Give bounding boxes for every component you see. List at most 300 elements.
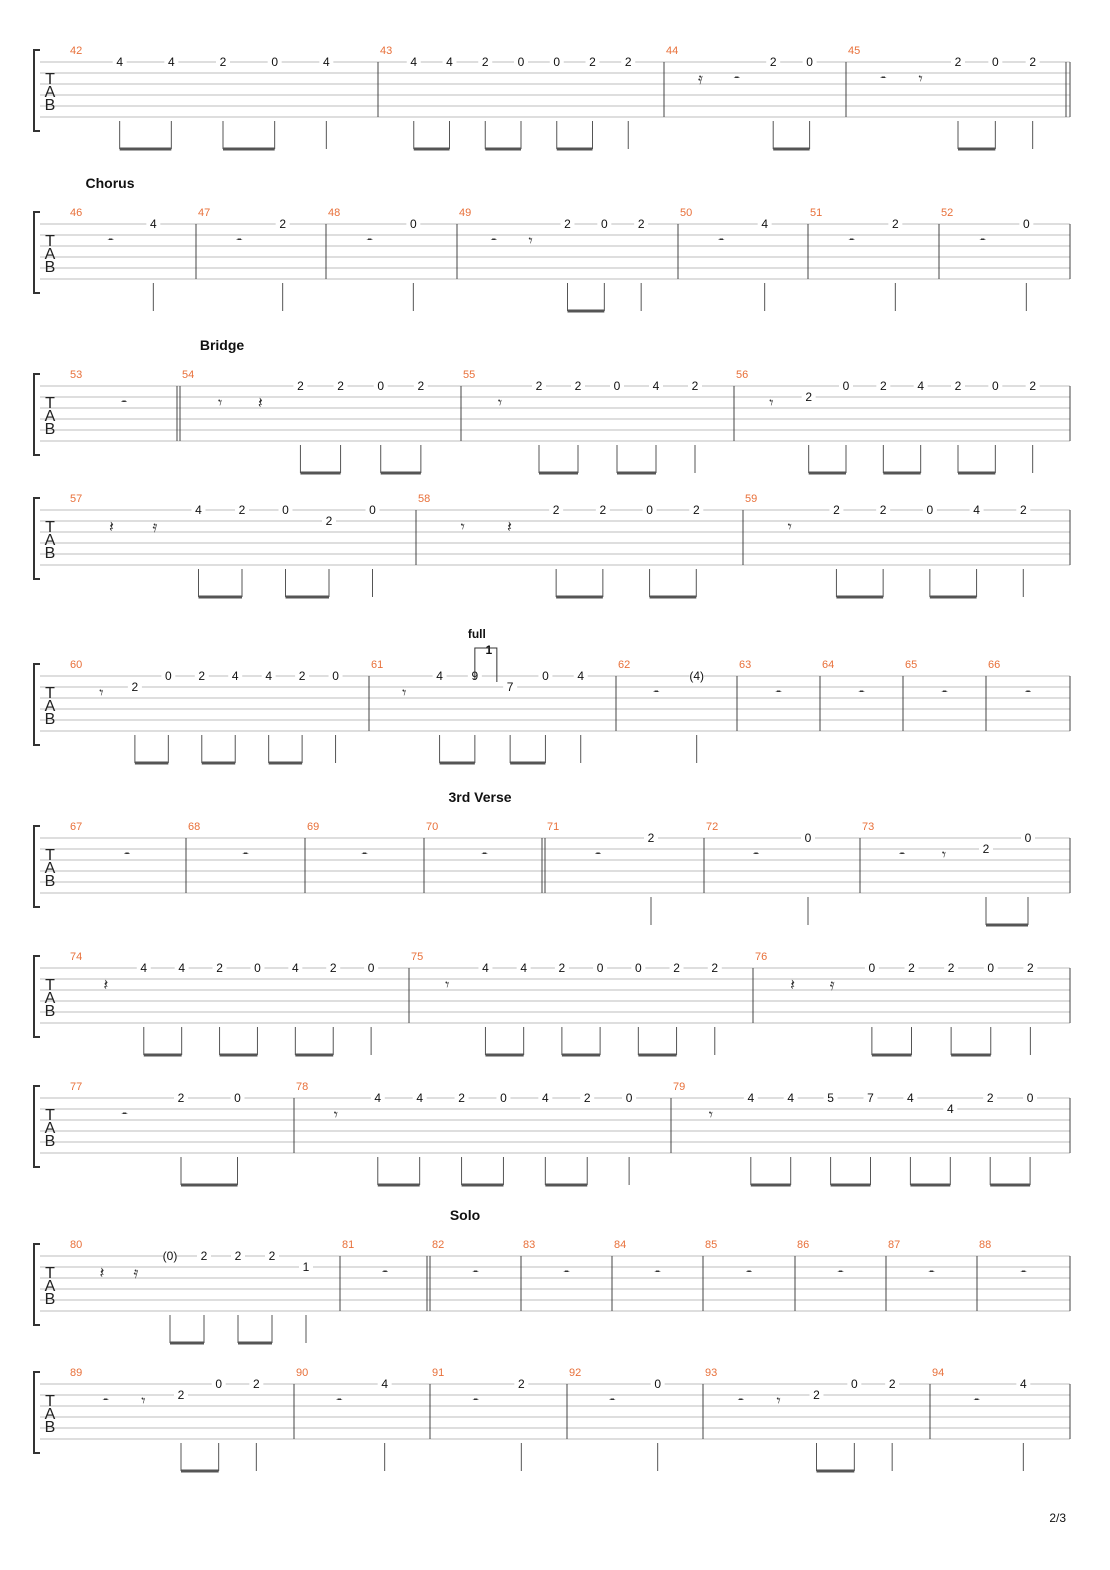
fret-number: 2 (769, 55, 777, 69)
measure (70, 951, 378, 1055)
measure-number: 71 (547, 821, 560, 833)
fret-number: 2 (589, 55, 596, 69)
tab-clef-letter: B (44, 873, 56, 890)
measure-number: 80 (70, 1239, 83, 1251)
rest: 𝄽 (257, 393, 263, 412)
measure (797, 1239, 844, 1282)
measure-number: 82 (432, 1239, 445, 1251)
fret-number: 0 (842, 379, 850, 393)
fret-number: 2 (813, 1388, 820, 1402)
rest: 𝄼 (366, 231, 373, 250)
tab-clef-letter: T (45, 685, 55, 702)
fret-number: 2 (298, 669, 306, 683)
rest: 𝄼 (120, 393, 128, 412)
rest: 𝄾 (708, 1105, 714, 1124)
rest: 𝄼 (752, 845, 760, 864)
fret-number: 0 (1022, 217, 1030, 231)
tab-clef-letter: B (44, 1003, 56, 1020)
fret-number: 2 (947, 961, 955, 975)
rest: 𝄾 (333, 1105, 339, 1124)
rest: 𝄿 (697, 69, 703, 88)
measure (328, 207, 420, 311)
fret-number: 0 (1024, 831, 1032, 845)
fret-number: 0 (409, 217, 417, 231)
bend-label: full (467, 627, 486, 641)
measure (706, 821, 815, 925)
measure-number: 53 (70, 369, 83, 381)
rest: 𝄼 (775, 683, 782, 702)
fret-number: 2 (1029, 379, 1037, 393)
rest: 𝄾 (218, 393, 223, 412)
staff-bracket (34, 1244, 40, 1325)
fret-number: 0 (332, 669, 339, 683)
fret-number: 2 (908, 961, 915, 975)
measure (547, 821, 658, 925)
fret-number: 2 (297, 379, 304, 393)
measure-number: 58 (418, 493, 431, 505)
tab-clef-letter: T (45, 395, 55, 412)
tab-clef-letter: T (45, 71, 55, 88)
tab-clef-letter: A (44, 1406, 56, 1423)
fret-number: 4 (149, 217, 157, 231)
fret-number: 0 (926, 503, 934, 517)
measure-number: 79 (673, 1081, 686, 1093)
fret-number: 0 (850, 1377, 858, 1391)
measure-number: 88 (979, 1239, 992, 1251)
staff-bracket (34, 374, 40, 455)
fret-number: 0 (164, 669, 172, 683)
fret-number: 2 (673, 961, 680, 975)
tab-clef-letter: B (44, 421, 56, 438)
measure-number: 45 (848, 45, 861, 57)
staff-bracket (34, 1372, 40, 1453)
rest: 𝄾 (787, 517, 792, 536)
fret-number: 2 (888, 1377, 896, 1391)
rest: 𝄼 (107, 231, 114, 250)
staff-system (34, 1081, 1070, 1185)
rest: 𝄼 (594, 845, 602, 864)
bend-amount: 1 (485, 643, 493, 657)
measure (70, 659, 343, 763)
rest: 𝄼 (858, 683, 865, 702)
fret-number: 4 (436, 669, 443, 683)
measure-number: 72 (706, 821, 719, 833)
rest: 𝄼 (979, 231, 986, 250)
measure-number: 60 (70, 659, 83, 671)
measure (432, 1239, 479, 1282)
fret-number: 2 (1027, 961, 1034, 975)
page-number: 2/3 (1049, 1511, 1066, 1525)
rest: 𝄼 (472, 1263, 479, 1282)
tab-clef-letter: A (44, 698, 56, 715)
fret-number: 4 (761, 217, 769, 231)
fret-number: 4 (140, 961, 148, 975)
rest: 𝄼 (609, 1391, 616, 1410)
fret-number: 2 (986, 1091, 994, 1105)
rest: 𝄽 (103, 975, 109, 994)
fret-number: 2 (879, 503, 887, 517)
measure (755, 951, 1037, 1055)
rest: 𝄼 (361, 845, 368, 864)
rest: 𝄼 (848, 231, 855, 250)
fret-number: 4 (322, 55, 330, 69)
fret-number: 2 (417, 379, 425, 393)
fret-number: 0 (271, 55, 279, 69)
tab-clef-letter: A (44, 990, 56, 1007)
measure (188, 821, 249, 864)
measure-number: 93 (705, 1367, 718, 1379)
fret-number: 2 (198, 669, 206, 683)
tab-clef-letter: T (45, 519, 55, 536)
rest: 𝄽 (506, 517, 512, 536)
measure (380, 45, 635, 149)
tab-clef-letter: T (45, 1107, 55, 1124)
fret-number: 4 (167, 55, 175, 69)
fret-number: 2 (833, 503, 840, 517)
rest: 𝄼 (745, 1263, 753, 1282)
fret-number: 2 (954, 379, 962, 393)
staff-system (34, 337, 1070, 473)
tab-clef-letter: B (44, 1133, 56, 1150)
fret-number: 5 (827, 1091, 834, 1105)
fret-number: 4 (291, 961, 299, 975)
measure-number: 62 (618, 659, 631, 671)
fret-number: 4 (381, 1377, 389, 1391)
staff-bracket (34, 50, 40, 131)
tab-clef-letter: B (44, 1419, 56, 1436)
measure (70, 45, 333, 149)
measure (70, 493, 380, 597)
measure-number: 74 (70, 951, 83, 963)
rest: 𝄾 (99, 683, 104, 702)
staff-system (34, 175, 1070, 311)
rest: 𝄼 (654, 1263, 661, 1282)
fret-number: 2 (268, 1249, 276, 1263)
measure-number: 67 (70, 821, 83, 833)
measure-number: 46 (70, 207, 83, 219)
fret-number: (0) (162, 1249, 178, 1263)
rest: 𝄼 (733, 69, 740, 88)
measure (988, 659, 1031, 702)
rest: 𝄼 (718, 231, 725, 250)
fret-number: 0 (868, 961, 876, 975)
measure (307, 821, 368, 864)
fret-number: 2 (1029, 55, 1037, 69)
rest: 𝄾 (497, 393, 503, 412)
fret-number: 4 (410, 55, 418, 69)
section-label: 3rd Verse (448, 789, 512, 805)
tab-clef-letter: A (44, 532, 56, 549)
rest: 𝄼 (381, 1263, 389, 1282)
fret-number: 1 (302, 1260, 310, 1274)
fret-number: 0 (804, 831, 812, 845)
measure-number: 43 (380, 45, 393, 57)
measure (848, 45, 1040, 149)
rest: 𝄼 (481, 845, 488, 864)
fret-number: 2 (517, 1377, 525, 1391)
fret-number: 2 (583, 1091, 591, 1105)
tab-clef-letter: B (44, 711, 56, 728)
rest: 𝄿 (133, 1263, 139, 1282)
rest: 𝄼 (898, 845, 906, 864)
measure (822, 659, 865, 702)
staff-bracket (34, 956, 40, 1037)
measure-number: 75 (411, 951, 424, 963)
measure (70, 1239, 313, 1343)
fret-number: 2 (624, 55, 632, 69)
rest: 𝄼 (737, 1391, 744, 1410)
fret-number: 4 (265, 669, 273, 683)
measure-number: 77 (70, 1081, 83, 1093)
measure (941, 207, 1033, 311)
fret-number: 2 (891, 217, 899, 231)
tab-clef-letter: T (45, 847, 55, 864)
tab-clef-letter: A (44, 84, 56, 101)
fret-number: 0 (806, 55, 813, 69)
rest: 𝄼 (242, 845, 249, 864)
tab-clef-letter: A (44, 408, 56, 425)
fret-number: 2 (219, 55, 227, 69)
measure (182, 369, 428, 473)
measure-number: 56 (736, 369, 749, 381)
rest: 𝄿 (152, 517, 158, 536)
fret-number: 4 (520, 961, 528, 975)
fret-number: 4 (973, 503, 980, 517)
staff-system (34, 1207, 1070, 1343)
measure-number: 94 (932, 1367, 945, 1379)
section-label: Chorus (85, 175, 135, 191)
measure (418, 493, 703, 597)
measure-number: 86 (797, 1239, 810, 1251)
measure-number: 87 (888, 1239, 901, 1251)
measure (905, 659, 948, 702)
fret-number: 0 (234, 1091, 241, 1105)
measure (523, 1239, 570, 1282)
measure (70, 207, 160, 311)
fret-number: 7 (867, 1091, 874, 1105)
fret-number: 2 (234, 1249, 242, 1263)
measure-number: 54 (182, 369, 195, 381)
fret-number: 4 (116, 55, 124, 69)
fret-number: 4 (917, 379, 925, 393)
measure-number: 57 (70, 493, 83, 505)
measure (70, 1081, 245, 1185)
measure (673, 1081, 1037, 1185)
fret-number: 2 (337, 379, 344, 393)
measure-number: 89 (70, 1367, 83, 1379)
measure-number: 63 (739, 659, 752, 671)
fret-number: 4 (577, 669, 585, 683)
measure (705, 1367, 899, 1471)
rest: 𝄼 (121, 1105, 128, 1124)
measure (459, 207, 648, 311)
tab-clef-letter: T (45, 1393, 55, 1410)
measure (888, 1239, 935, 1282)
section-label: Solo (449, 1207, 481, 1223)
measure-number: 65 (905, 659, 918, 671)
measure (371, 627, 588, 763)
staff-system (34, 1367, 1070, 1471)
fret-number: 0 (1026, 1091, 1034, 1105)
measure (70, 1367, 263, 1471)
fret-number: 2 (805, 390, 813, 404)
fret-number: 4 (231, 669, 239, 683)
measure (411, 951, 722, 1055)
rest: 𝄾 (776, 1391, 781, 1410)
rest: 𝄼 (973, 1391, 980, 1410)
fret-number: 0 (369, 503, 376, 517)
rest: 𝄼 (653, 683, 660, 702)
fret-number: 2 (216, 961, 223, 975)
rest: 𝄾 (941, 845, 947, 864)
staff-systems (34, 45, 1070, 1471)
staff-bracket (34, 826, 40, 907)
rest: 𝄾 (445, 975, 450, 994)
fret-number: 0 (634, 961, 642, 975)
fret-number: 0 (600, 217, 608, 231)
fret-number: 0 (254, 961, 261, 975)
measure (70, 369, 127, 412)
fret-number: 2 (458, 1091, 465, 1105)
staff-system (34, 951, 1070, 1055)
fret-number: 2 (558, 961, 566, 975)
fret-number: 0 (542, 669, 549, 683)
rest: 𝄼 (1024, 683, 1032, 702)
rest: 𝄾 (141, 1391, 146, 1410)
measure (432, 1367, 528, 1471)
measure (736, 369, 1040, 473)
measure-number: 61 (371, 659, 384, 671)
measure-number: 76 (755, 951, 768, 963)
fret-number: 2 (1019, 503, 1027, 517)
section-label: Bridge (199, 337, 245, 353)
fret-number: 0 (596, 961, 604, 975)
fret-number: 2 (552, 503, 560, 517)
staff-system (34, 45, 1070, 149)
fret-number: 2 (177, 1091, 185, 1105)
fret-number: 2 (564, 217, 571, 231)
measure-number: 90 (296, 1367, 309, 1379)
fret-number: 4 (787, 1091, 795, 1105)
fret-number: 0 (367, 961, 375, 975)
measure (463, 369, 702, 473)
measure (979, 1239, 1027, 1282)
measure (932, 1367, 1030, 1471)
tab-clef-letter: A (44, 860, 56, 877)
fret-number: 4 (652, 379, 660, 393)
measure-number: 48 (328, 207, 341, 219)
rest: 𝄼 (472, 1391, 479, 1410)
measure-number: 64 (822, 659, 835, 671)
measure-number: 92 (569, 1367, 582, 1379)
measure-number: 55 (463, 369, 476, 381)
tab-clef-letter: B (44, 259, 56, 276)
measure (70, 821, 130, 864)
tab-clef-letter: A (44, 246, 56, 263)
measure (296, 1367, 392, 1471)
fret-number: 4 (1019, 1377, 1027, 1391)
measure (198, 207, 290, 311)
measure-number: 73 (862, 821, 875, 833)
rest: 𝄼 (490, 231, 497, 250)
measure (810, 207, 902, 311)
staff-bracket (34, 1086, 40, 1167)
fret-number: 2 (279, 217, 287, 231)
staff-bracket (34, 498, 40, 579)
measure (569, 1367, 665, 1471)
measure-number: 59 (745, 493, 758, 505)
fret-number: 2 (879, 379, 887, 393)
fret-number: 4 (747, 1091, 755, 1105)
staff-system (34, 493, 1070, 597)
fret-number: 0 (282, 503, 289, 517)
rest: 𝄾 (769, 393, 774, 412)
rest: 𝄾 (918, 69, 923, 88)
fret-number: 2 (599, 503, 607, 517)
fret-number: 2 (711, 961, 719, 975)
tab-clef-letter: T (45, 977, 55, 994)
staff-bracket (34, 664, 40, 745)
fret-number: 4 (907, 1091, 914, 1105)
fret-number: 2 (481, 55, 489, 69)
fret-number: 0 (654, 1377, 662, 1391)
rest: 𝄿 (829, 975, 835, 994)
fret-number: (4) (689, 669, 705, 683)
rest: 𝄼 (928, 1263, 935, 1282)
staff-system (34, 627, 1070, 763)
measure (739, 659, 782, 702)
fret-number: 2 (252, 1377, 260, 1391)
rest: 𝄼 (1020, 1263, 1027, 1282)
rest: 𝄼 (123, 845, 131, 864)
fret-number: 4 (374, 1091, 382, 1105)
fret-number: 2 (647, 831, 655, 845)
measure (296, 1081, 636, 1185)
fret-number: 2 (954, 55, 962, 69)
fret-number: 9 (471, 669, 479, 683)
tab-clef-letter: B (44, 97, 56, 114)
rest: 𝄾 (528, 231, 533, 250)
measure-number: 49 (459, 207, 472, 219)
fret-number: 4 (195, 503, 202, 517)
measure (618, 659, 704, 763)
measure-number: 85 (705, 1239, 718, 1251)
measure-number: 70 (426, 821, 439, 833)
measure (680, 207, 772, 311)
measure-number: 78 (296, 1081, 309, 1093)
measure-number: 69 (307, 821, 320, 833)
rest: 𝄼 (563, 1263, 570, 1282)
measure-number: 47 (198, 207, 211, 219)
measure-number: 81 (342, 1239, 355, 1251)
fret-number: 2 (177, 1388, 185, 1402)
measure (862, 821, 1035, 925)
fret-number: 0 (646, 503, 653, 517)
measure (745, 493, 1030, 597)
fret-number: 0 (215, 1377, 223, 1391)
fret-number: 2 (131, 680, 139, 694)
fret-number: 2 (692, 503, 700, 517)
staff-bracket (34, 212, 40, 293)
fret-number: 0 (500, 1091, 507, 1105)
measure-number: 91 (432, 1367, 445, 1379)
rest: 𝄽 (99, 1263, 105, 1282)
tab-clef-letter: B (44, 545, 56, 562)
fret-number: 0 (991, 379, 999, 393)
measure-number: 50 (680, 207, 693, 219)
measure-number: 66 (988, 659, 1001, 671)
tab-clef-letter: A (44, 1120, 56, 1137)
